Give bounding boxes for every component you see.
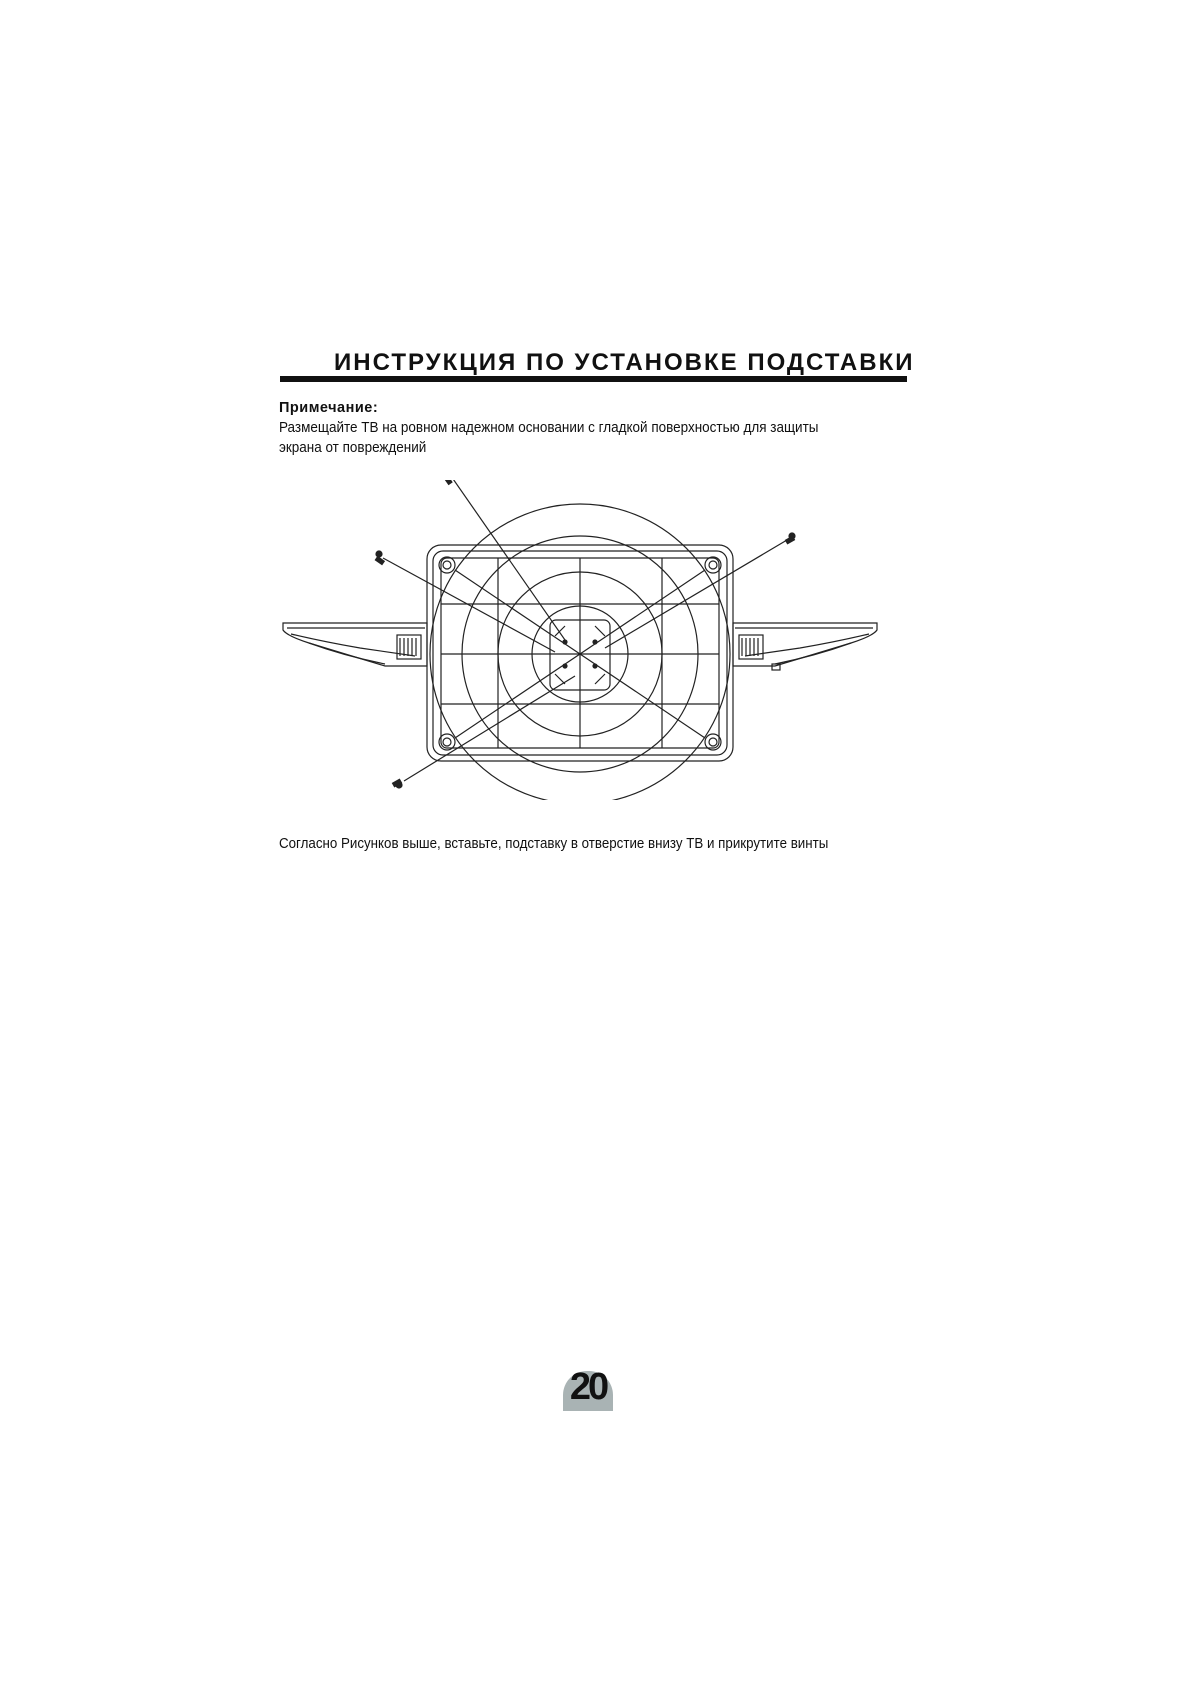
screw-icon — [375, 480, 795, 788]
page-number-badge — [563, 1365, 613, 1411]
stand-assembly-diagram — [265, 480, 895, 800]
tv-left-panel — [283, 623, 427, 666]
page-title: ИНСТРУКЦИЯ ПО УСТАНОВКЕ ПОДСТАВКИ — [334, 349, 915, 376]
tv-right-panel — [733, 623, 877, 670]
screws — [375, 480, 795, 788]
page-number: 20 — [569, 1366, 607, 1408]
title-underline — [280, 376, 907, 382]
stand-base — [427, 504, 733, 800]
installation-instruction: Согласно Рисунков выше, вставьте, подставку в отверстие внизу ТВ и прикрутите винты — [279, 836, 829, 852]
note-label: Примечание: — [279, 400, 379, 416]
note-text: Размещайте ТВ на ровном надежном основании с гладкой поверхностью для защиты экрана от повреждений — [279, 420, 819, 456]
tv-stand-assembly-diagram-icon — [265, 480, 895, 800]
